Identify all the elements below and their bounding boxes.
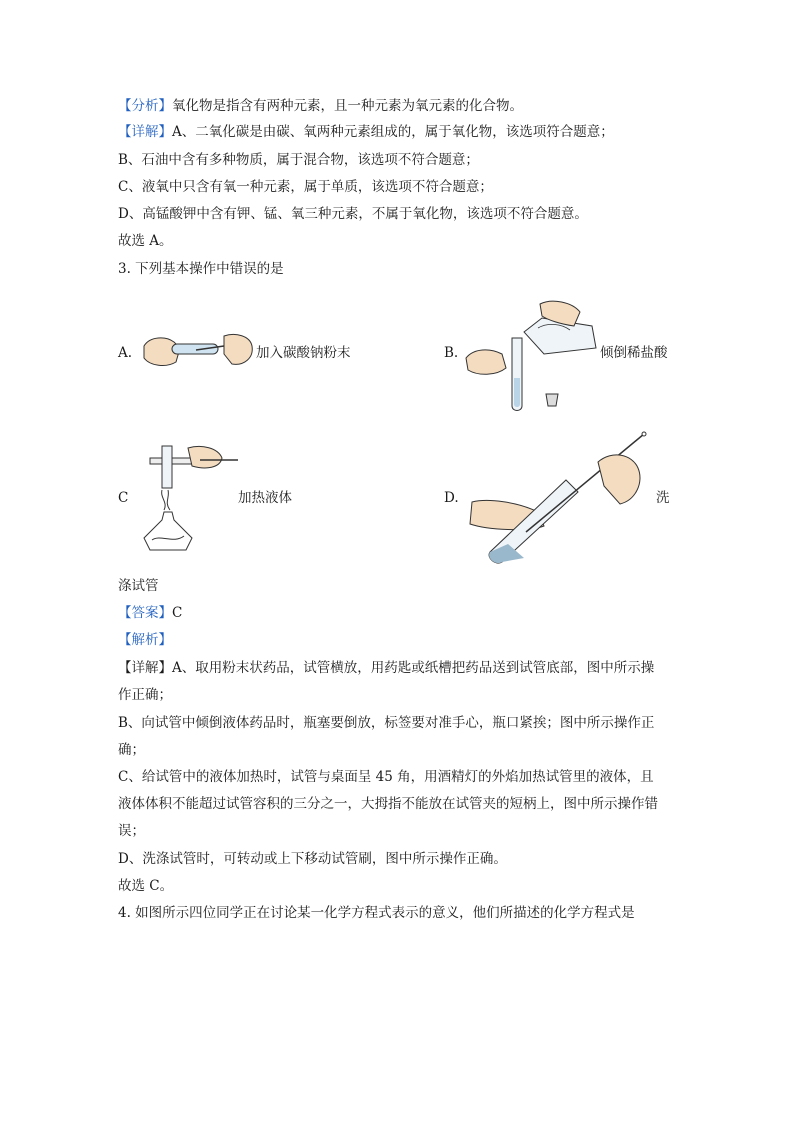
option-c-text: 加热液体	[238, 490, 292, 506]
q3-detail-a-2: 作正确；	[118, 687, 172, 703]
option-d-figure	[468, 428, 658, 568]
detail-a-text: A、二氧化碳是由碳、氧两种元素组成的，属于氧化物，该选项符合题意；	[172, 124, 614, 140]
q3-detail-a-1	[118, 658, 654, 678]
option-d-text-part1: 洗	[656, 490, 670, 506]
option-b-text: 倾倒稀盐酸	[600, 345, 668, 361]
analysis-tag: 【分析】	[118, 98, 172, 114]
q3-detail-c-2: 液体体积不能超过试管容积的三分之一，大拇指不能放在试管夹的短柄上，图中所示操作错	[118, 796, 658, 812]
q2-detail-c: C、液氧中只含有氧一种元素，属于单质，该选项不符合题意；	[118, 179, 493, 195]
explain-tag: 【解析】	[118, 632, 172, 648]
option-b-letter: B.	[444, 345, 459, 361]
q3-detail-c-1: C、给试管中的液体加热时，试管与桌面呈 45 角，用酒精灯的外焰加热试管里的液体，且	[118, 769, 654, 785]
detail-a-text: A、取用粉末状药品，试管横放，用药匙或纸槽把药品送到试管底部，图中所示操	[172, 660, 655, 676]
option-a-text: 加入碳酸钠粉末	[256, 345, 351, 361]
answer-tag: 【答案】	[118, 605, 172, 621]
q2-conclusion: 故选 A。	[118, 233, 173, 249]
q3-detail-b-1: B、向试管中倾倒液体药品时，瓶塞要倒放，标签要对准手心，瓶口紧挨；图中所示操作正	[118, 715, 655, 731]
answer-value: C	[172, 605, 183, 621]
option-c-figure	[134, 440, 242, 556]
q3-detail-d: D、洗涤试管时，可转动或上下移动试管刷，图中所示操作正确。	[118, 851, 507, 867]
option-b-figure	[462, 298, 602, 418]
option-d-text-part2: 涤试管	[118, 578, 159, 594]
q3-stem: 3. 下列基本操作中错误的是	[118, 261, 284, 277]
q3-detail-c-3: 误；	[118, 823, 145, 839]
analysis-text: 氧化物是指含有两种元素，且一种元素为氧元素的化合物。	[172, 98, 523, 114]
q3-answer-line	[118, 603, 182, 623]
q3-conclusion: 故选 C。	[118, 878, 174, 894]
q2-detail-a	[118, 122, 614, 142]
detail-tag: 【详解】	[118, 124, 172, 140]
q4-stem: 4. 如图所示四位同学正在讨论某一化学方程式表示的意义，他们所描述的化学方程式是	[118, 905, 635, 921]
detail-tag: 【详解】	[118, 660, 172, 676]
option-c-letter: C	[118, 490, 129, 506]
q2-detail-b: B、石油中含有多种物质，属于混合物，该选项不符合题意；	[118, 152, 479, 168]
q3-detail-b-2: 确；	[118, 742, 145, 758]
option-a-figure	[140, 328, 256, 374]
q2-analysis-line	[118, 96, 523, 116]
option-a-letter: A.	[118, 345, 133, 361]
option-d-letter: D.	[444, 490, 459, 506]
q2-detail-d: D、高锰酸钾中含有钾、锰、氧三种元素，不属于氧化物，该选项不符合题意。	[118, 206, 588, 222]
